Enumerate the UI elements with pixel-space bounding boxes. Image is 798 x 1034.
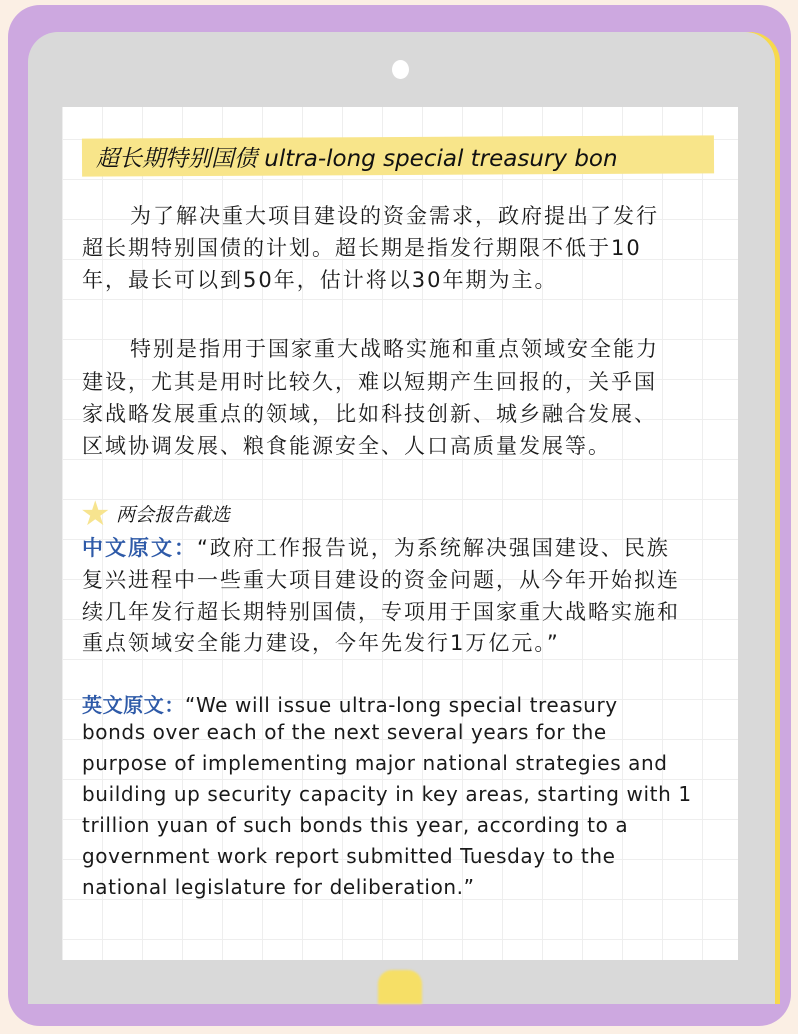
en-quote-line: national legislature for deliberation.” — [82, 875, 475, 899]
cn-quote-line: “政府工作报告说，为系统解决强国建设、民族 — [197, 536, 670, 560]
cn-quote-line: 重点领域安全能力建设，今年先发行1万亿元。” — [82, 631, 560, 655]
cn-label: 中文原文： — [82, 536, 197, 560]
en-quote-line: bonds over each of the next several years for the — [82, 720, 607, 744]
para2-line: 特别是指用于国家重大战略实施和重点领域安全能力 — [130, 337, 659, 361]
en-label: 英文原文： — [82, 693, 185, 717]
en-quote-line: purpose of implementing major national strategies and — [82, 751, 668, 775]
para2-line: 家战略发展重点的领域，比如科技创新、城乡融合发展、 — [82, 402, 657, 426]
en-quote-line: government work report submitted Tuesday to the — [82, 844, 616, 868]
para1-line: 为了解决重大项目建设的资金需求，政府提出了发行 — [130, 204, 659, 228]
camera-icon — [392, 60, 409, 79]
en-quote-line: trillion yuan of such bonds this year, according to a — [82, 813, 629, 837]
para2-line: 建设，尤其是用时比较久，难以短期产生回报的，关乎国 — [82, 370, 657, 394]
page-title: 超长期特别国债 ultra-long special treasury bon — [96, 146, 618, 172]
en-quote-line: “We will issue ultra-long special treasury — [185, 693, 618, 717]
para1-line: 年，最长可以到50年，估计将以30年期为主。 — [82, 268, 558, 292]
cn-quote-line: 续几年发行超长期特别国债，专项用于国家重大战略实施和 — [82, 600, 680, 624]
para2-line: 区域协调发展、粮食能源安全、人口高质量发展等。 — [82, 434, 611, 458]
cn-quote-line: 复兴进程中一些重大项目建设的资金问题，从今年开始拟连 — [82, 568, 680, 592]
en-quote-line: building up security capacity in key areas, starting with 1 — [82, 782, 692, 806]
section-heading: 两会报告截选 — [116, 504, 231, 526]
star-icon: ★ — [80, 494, 111, 534]
para1-line: 超长期特别国债的计划。超长期是指发行期限不低于10 — [82, 236, 642, 260]
home-button — [378, 970, 422, 1004]
